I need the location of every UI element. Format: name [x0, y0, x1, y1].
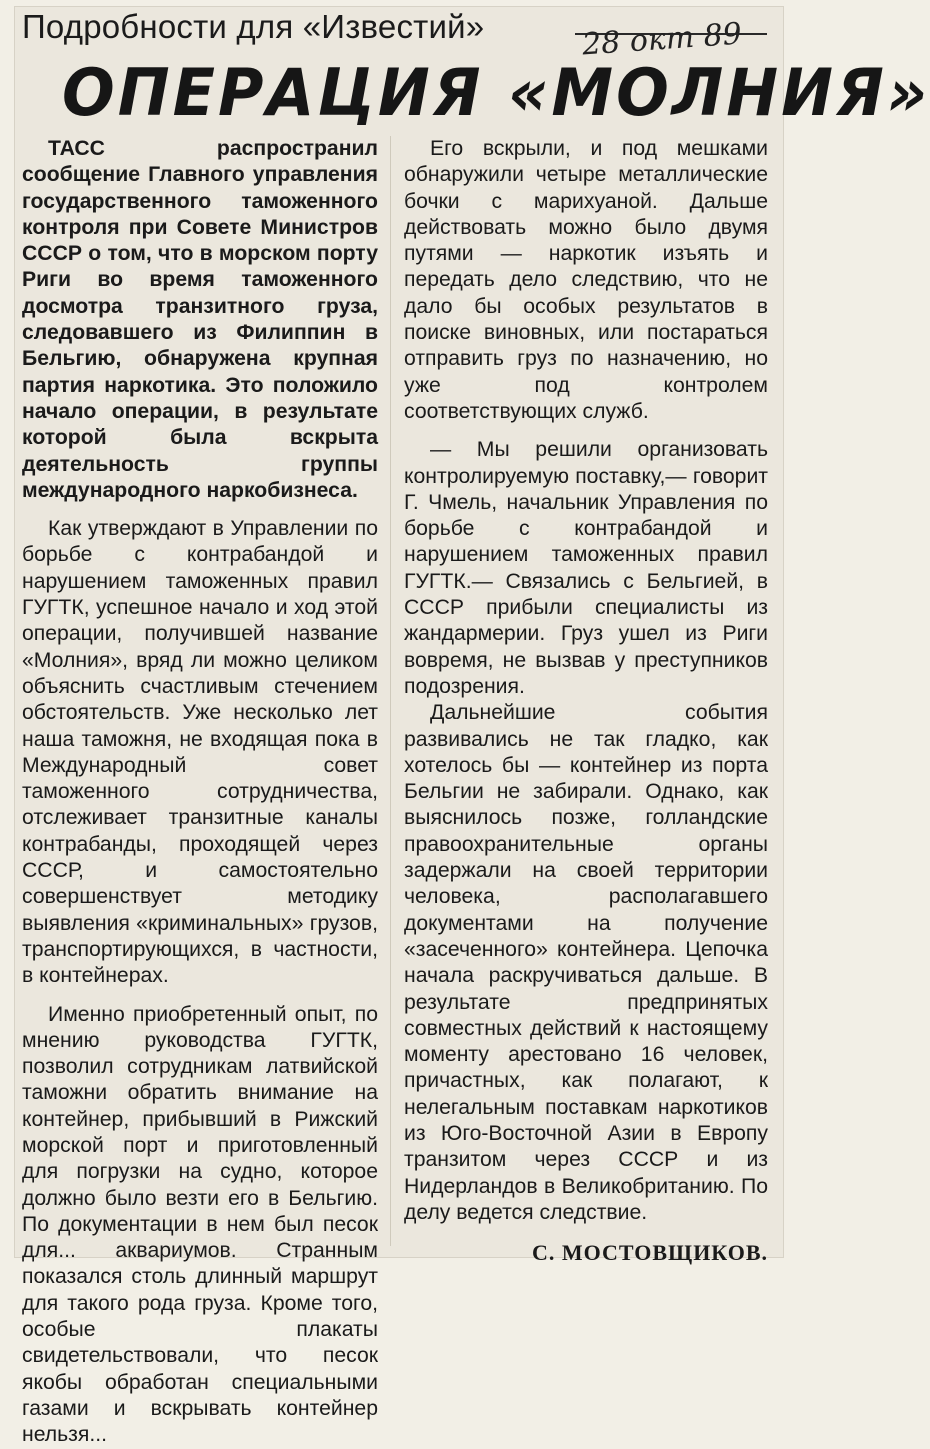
- paragraph-2: Именно приобретенный опыт, по мнению руководства ГУГТК, позволил сотрудникам латвийской таможни обратить внимание на контейнер, прибывший в Рижский морской порт и приготовленный для погрузки на судно, которое должно было везти его в Бельгию. По документации в нем был песок для... аквариумов. Странным показался столь длинный маршрут для такого рода груза. Кроме того, особые плакаты свидетельствовали, что песок якобы обработан специальными газами и вскрывать контейнер нельзя...: [22, 1002, 378, 1447]
- handwritten-date: 28 окт 89: [580, 16, 743, 63]
- section-kicker: Подробности для «Известий»: [22, 8, 485, 45]
- column-left: [22, 136, 378, 1449]
- column-right: [404, 136, 768, 1266]
- paragraph-5: Дальнейшие события развивались не так гладко, как хотелось бы — контейнер из порта Бельгии не забирали. Однако, как выяснилось позже, голландские правоохранительные органы задержали на своей территории человека, располагавшего документами на получение «засеченного» контейнера. Цепочка начала раскручиваться дальше. В результате предпринятых совместных действий к настоящему моменту арестовано 16 человек, причастных, как полагают, к нелегальным поставкам наркотиков из Юго-Восточной Азии в Европу транзитом через СССР и из Нидерландов в Великобританию. По делу ведется следствие.: [404, 701, 768, 1224]
- article-headline: ОПЕРАЦИЯ «МОЛНИЯ»: [62, 54, 930, 131]
- article-lead: ТАСС распространил сообщение Главного управления государственного таможенного контроля при Совете Министров СССР о том, что в морском порту Риги во время таможенного досмотра транзитного груза, следовавшего из Филиппин в Бельгию, обнаружена крупная партия наркотика. Это положило начало операции, в результате которой была вскрыта деятельность группы международного наркобизнеса.: [22, 137, 378, 502]
- paragraph-3: Его вскрыли, и под мешками обнаружили четыре металлические бочки с марихуаной. Дальше действовать можно было двумя путями — наркотик изъять и передать дело следствию, что не дало бы особых результатов в поиске виновных, или постараться отправить груз по назначению, но уже под контролем соответствующих служб.: [404, 137, 768, 423]
- paragraph-4: — Мы решили организовать контролируемую поставку,— говорит Г. Чмель, начальник Управления по борьбе с контрабандой и нарушением таможенных правил ГУГТК.— Связались с Бельгией, в СССР прибыли специалисты из жандармерии. Груз ушел из Риги вовремя, не вызвав у преступников подозрения.: [404, 438, 768, 698]
- author-signature: С. МОСТОВЩИКОВ.: [531, 1240, 768, 1266]
- column-divider: [390, 136, 391, 1246]
- paragraph-1: Как утверждают в Управлении по борьбе с контрабандой и нарушением таможенных правил ГУГТК, успешное начало и ход этой операции, получившей название «Молния», вряд ли можно целиком объяснить счастливым стечением обстоятельств. Уже несколько лет наша таможня, не входящая пока в Международный совет таможенного сотрудничества, отслеживает транзитные каналы контрабанды, проходящей через СССР, и самостоятельно совершенствует методику выявления «криминальных» грузов, транспортирующихся, в частности, в контейнерах.: [22, 517, 378, 988]
